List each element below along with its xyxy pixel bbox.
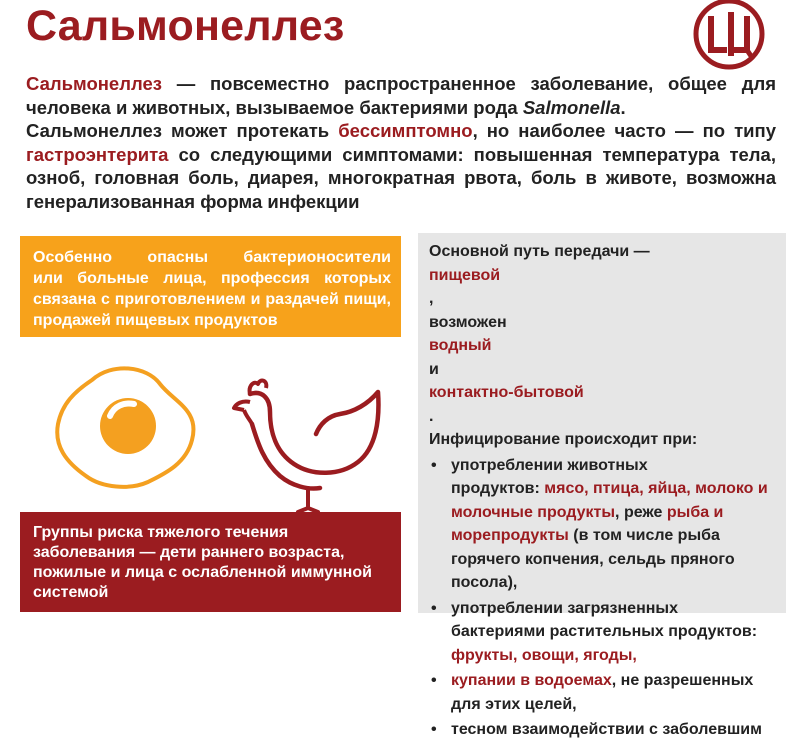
carriers-line: продажей пищевых продуктов (33, 312, 278, 329)
item-text: , реже (615, 503, 667, 521)
food-route-highlight: пищевой (429, 266, 501, 284)
item-line: горячего копчения, сельдь пряного (451, 550, 735, 568)
item-text: (в том числе рыба (568, 527, 720, 544)
rospotrebnadzor-logo (693, 0, 765, 70)
infection-list (429, 454, 776, 742)
swimming-highlight: купании в водоемах (451, 672, 612, 689)
definition-text: — повсеместно распространенное заболевание, общее для человека и животных, вызываемое бактериями рода (26, 73, 776, 118)
intro-definition (26, 72, 776, 119)
risk-groups-line: заболевания — дети раннего возраста, (33, 544, 345, 561)
bullet-icon: • (431, 721, 437, 738)
contact-route-highlight: контактно-бытовой (429, 384, 584, 401)
item-line: употреблении загрязненных (451, 599, 678, 617)
animal-products-highlight: мясо, птица, яйца, молоко и (544, 480, 768, 497)
water-route-highlight: водный (429, 337, 492, 354)
transmission-line (429, 240, 776, 311)
carriers-line: Особенно опасны бактерионосители (33, 249, 391, 266)
fish-highlight: рыба и (666, 503, 724, 521)
item-text: , не разрешенных (611, 672, 754, 689)
item-line: употреблении животных (451, 456, 648, 474)
item-text: продуктов: (451, 480, 545, 497)
definition-end: . (620, 96, 626, 118)
symptoms-text-a: Сальмонеллез может протекать (26, 120, 339, 141)
carriers-line: связана с приготовлением и раздачей пищи, (33, 291, 391, 308)
route-period: . (429, 407, 434, 425)
route-comma: , (429, 290, 434, 307)
list-item (429, 454, 776, 595)
item-line: посола), (451, 574, 518, 591)
term-highlight: Сальмонеллез (26, 73, 162, 94)
plant-products-highlight: фрукты, овощи, ягоды, (451, 646, 637, 664)
fried-egg-icon (52, 362, 202, 492)
bullet-icon: • (431, 599, 437, 617)
item-line: бактериями растительных продуктов: (451, 623, 758, 640)
item-line (451, 524, 776, 548)
transmission-line (429, 311, 776, 429)
item-line (451, 669, 776, 693)
bullet-icon: • (431, 672, 437, 689)
item-line: для этих целей, (451, 695, 577, 713)
symptoms-text-c: со следующими симптомами: повышенная температура тела, озноб, головная боль, диарея, многократная рвота, боль в животе, возможна генерализованная форма инфекции (26, 143, 776, 212)
transmission-intro (429, 240, 776, 452)
intro-symptoms (26, 119, 776, 213)
bullet-icon: • (431, 456, 437, 474)
seafood-highlight: морепродукты (451, 527, 569, 544)
carriers-warning-box (20, 236, 401, 337)
carriers-line: или больные лица, профессия которых (33, 270, 391, 287)
risk-groups-box (20, 512, 401, 612)
infection-heading: Инфицирование происходит при: (429, 431, 698, 448)
risk-groups-line: Группы риска тяжелого течения (33, 524, 289, 541)
genus-name: Salmonella (522, 96, 621, 118)
gastroenteritis-highlight: гастроэнтерита (26, 143, 169, 165)
intro-text (26, 72, 776, 213)
list-item (429, 718, 776, 742)
risk-groups-line: пожилые и лица с ослабленной иммунной (33, 564, 372, 581)
route-text: Основной путь передачи — (429, 243, 650, 260)
transmission-box (418, 233, 786, 738)
risk-groups-line: системой (33, 584, 109, 601)
route-and: и (429, 360, 439, 378)
item-line (451, 477, 776, 501)
item-line (451, 501, 776, 525)
chicken-icon (228, 372, 398, 512)
item-line: тесном взаимодействии с заболевшим (451, 721, 762, 738)
list-item (429, 597, 776, 668)
asymptomatic-highlight: бессимптомно (338, 120, 473, 141)
page-title: Сальмонеллез (26, 2, 345, 50)
list-item (429, 669, 776, 716)
route-text-2: возможен (429, 313, 507, 331)
symptoms-text-b: , но наиболее часто — по типу (472, 120, 776, 141)
dairy-highlight: молочные продукты (451, 503, 616, 521)
